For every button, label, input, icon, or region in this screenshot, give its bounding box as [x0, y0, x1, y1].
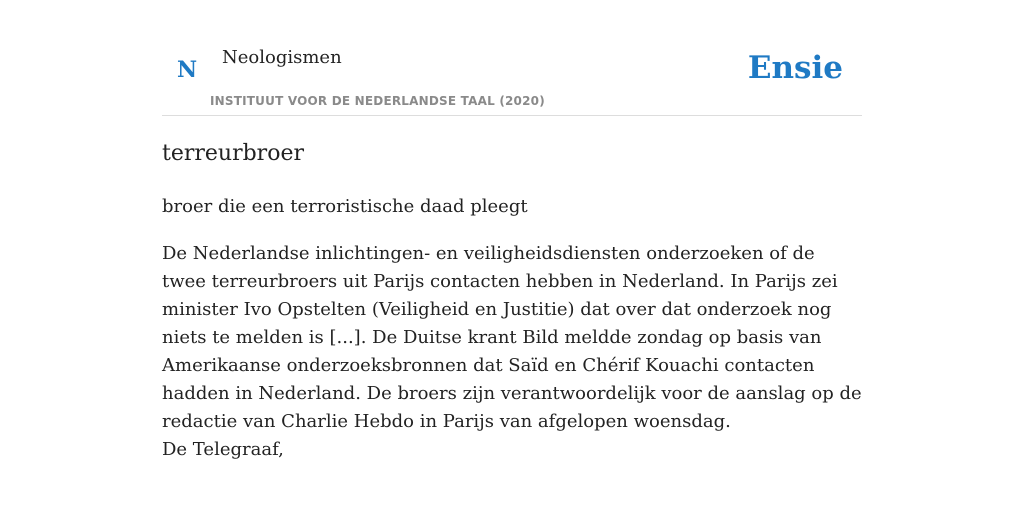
entry-term: terreurbroer — [162, 141, 304, 166]
example-text: De Nederlandse inlichtingen- en veiligheidsdiensten onderzoeken of de twee terreurbroers uit Parijs contacten hebben in Nederland. In Parijs zei minister Ivo Opstelten (Veiligheid en Justitie) dat over dat onderzoek nog niets te melden is [...]. De Duitse krant Bild meldde zondag op basis van Amerikaanse onderzoeksbronnen dat Saïd en Chérif Kouachi contacten hadden in Nederland. De broers zijn verantwoordelijk voor de aanslag op de redactie van Charlie Hebdo in Parijs van afgelopen woensdag. — [162, 243, 862, 432]
entry-definition: broer die een terroristische daad pleegt — [162, 196, 528, 217]
entry-example — [162, 240, 862, 464]
source-logo: N — [177, 57, 198, 83]
source-header — [162, 40, 862, 116]
source-title[interactable]: Neologismen — [222, 47, 342, 68]
brand-logo[interactable]: Ensie — [747, 50, 843, 86]
entry-card — [162, 40, 862, 464]
example-citation: De Telegraaf, — [162, 439, 284, 460]
source-subtitle: INSTITUUT VOOR DE NEDERLANDSE TAAL (2020) — [210, 94, 545, 108]
